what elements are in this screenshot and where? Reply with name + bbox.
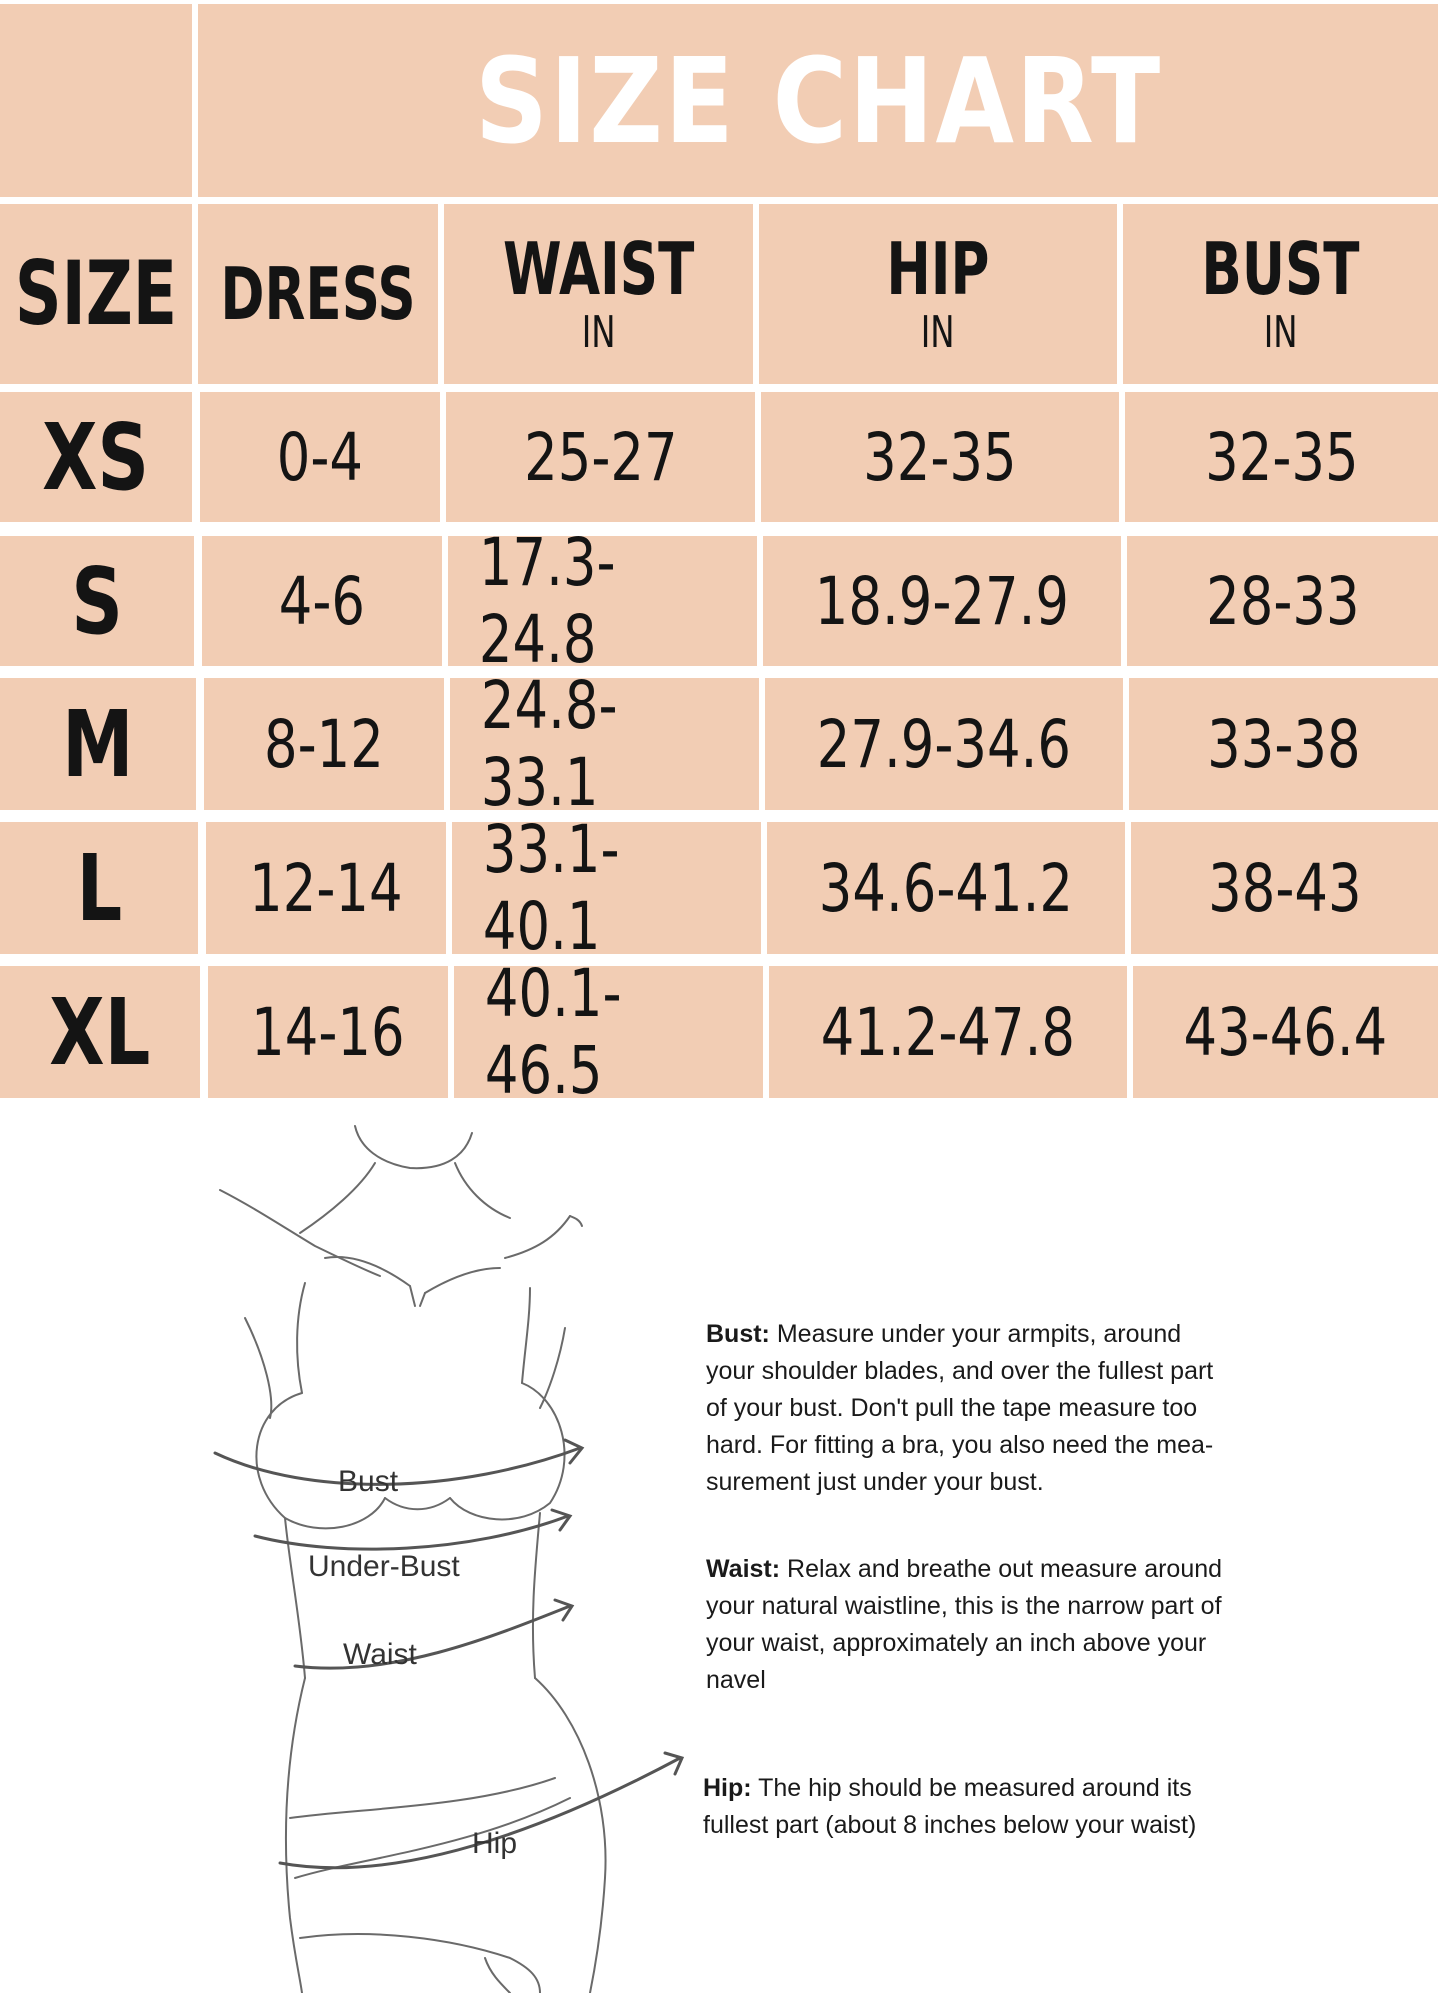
waist-description-label: Waist: (706, 1555, 781, 1583)
bust-description (706, 1316, 1226, 1501)
header-waist-label: WAIST (502, 227, 695, 311)
table-row-dress: 0-4 (200, 392, 440, 522)
table-row-size: XL (0, 966, 200, 1098)
bust-description-text: Measure under your armpits, around your shoulder blades, and over the fullest part of your bust. Don't pull the tape measure too hard. For fitting a bra, you also need the mea-surement just under your bust. (706, 1320, 1214, 1496)
header-waist (444, 204, 753, 384)
title-cell (198, 4, 1438, 197)
diagram-label-waist: Waist (343, 1638, 417, 1671)
header-waist-unit: IN (581, 307, 616, 358)
table-row-hip: 27.9-34.6 (765, 678, 1123, 810)
table-row-size: S (0, 536, 194, 666)
hip-description-text: The hip should be measured around its fullest part (about 8 inches below your waist) (703, 1774, 1197, 1839)
table-row-bust: 32-35 (1125, 392, 1438, 522)
header-bust-unit: IN (1263, 307, 1298, 358)
table-row-bust: 28-33 (1127, 536, 1438, 666)
table-row-size: XS (0, 392, 192, 522)
table-row-size: M (0, 678, 196, 810)
table-row-size: L (0, 822, 198, 954)
waist-description (706, 1551, 1226, 1699)
table-row-waist: 24.8-33.1 (450, 678, 759, 810)
hip-description (703, 1770, 1223, 1844)
table-row-dress: 8-12 (204, 678, 444, 810)
header-dress (198, 204, 438, 384)
header-hip-label: HIP (886, 227, 990, 311)
table-row-hip: 32-35 (761, 392, 1119, 522)
table-row-bust: 43-46.4 (1133, 966, 1438, 1098)
diagram-label-under-bust: Under-Bust (308, 1550, 460, 1583)
header-size (0, 204, 192, 384)
table-row-waist: 17.3-24.8 (448, 536, 757, 666)
diagram-label-hip: Hip (472, 1827, 518, 1860)
table-row-waist: 40.1-46.5 (454, 966, 763, 1098)
header-bust-label: BUST (1201, 227, 1360, 311)
table-row-dress: 12-14 (206, 822, 446, 954)
hip-description-label: Hip: (703, 1774, 752, 1802)
waist-description-text: Relax and breathe out measure around your natural waistline, this is the narrow part of your waist, approximately an inch above your navel (706, 1555, 1223, 1694)
diagram-label-bust: Bust (338, 1465, 399, 1498)
header-size-label: SIZE (14, 242, 178, 345)
body-outline-illustration (210, 1118, 730, 1993)
table-row-bust: 38-43 (1131, 822, 1438, 954)
table-row-hip: 34.6-41.2 (767, 822, 1125, 954)
table-row-waist: 33.1-40.1 (452, 822, 761, 954)
header-dress-label: DRESS (220, 252, 416, 336)
table-row-dress: 4-6 (202, 536, 442, 666)
table-row-dress: 14-16 (208, 966, 448, 1098)
header-hip-unit: IN (921, 307, 955, 358)
table-row-bust: 33-38 (1129, 678, 1438, 810)
header-hip (759, 204, 1117, 384)
header-bust (1123, 204, 1438, 384)
table-row-hip: 41.2-47.8 (769, 966, 1127, 1098)
body-measurement-diagram (210, 1118, 730, 1993)
table-row-hip: 18.9-27.9 (763, 536, 1121, 666)
corner-cell (0, 4, 192, 197)
table-row-waist: 25-27 (446, 392, 755, 522)
bust-description-label: Bust: (706, 1320, 770, 1348)
chart-title: SIZE CHART (474, 31, 1162, 170)
